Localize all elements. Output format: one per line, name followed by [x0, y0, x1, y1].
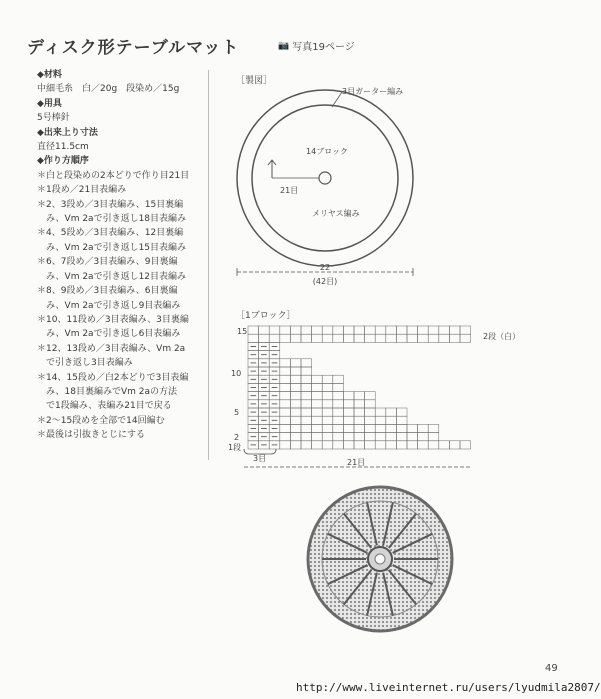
grid-cell [407, 424, 418, 432]
instructions [37, 68, 207, 443]
grid-cell [343, 400, 354, 408]
grid-cell [333, 375, 344, 383]
garter-label: 3目ガーター編み [342, 87, 404, 96]
grid-cell [439, 441, 450, 449]
grid-cell [301, 424, 312, 432]
grid-cell [386, 326, 397, 334]
grid-cell [354, 326, 365, 334]
grid-cell [322, 433, 333, 441]
grid-cell [343, 424, 354, 432]
grid-cell [396, 424, 407, 432]
grid-cell [312, 441, 323, 449]
grid-cell [343, 416, 354, 424]
grid-cell [428, 334, 439, 342]
step-line: で1段編み、表編み21目で戻る [37, 401, 172, 412]
grid-cell [354, 441, 365, 449]
grid-cell [365, 392, 376, 400]
grid-cell [418, 326, 429, 334]
width-label: 22 [319, 263, 331, 272]
grid-cell [290, 441, 301, 449]
grid-cell [333, 424, 344, 432]
grid-cell [375, 433, 386, 441]
grid-cell [354, 416, 365, 424]
grid-cell [365, 424, 376, 432]
photo-reference [278, 38, 355, 53]
grid-cell [280, 424, 291, 432]
grid-cell [322, 392, 333, 400]
grid-cell [269, 326, 280, 334]
grid-cell [386, 408, 397, 416]
tools-line: 5号棒針 [37, 113, 70, 124]
grid-cell [365, 334, 376, 342]
grid-cell [280, 326, 291, 334]
step-line: ＊6、7段め／3目表編み、9目裏編 [37, 257, 178, 268]
grid-cell [322, 424, 333, 432]
grid-cell [407, 433, 418, 441]
step-line: ＊14、15段め／白2本どりで3目表編 [37, 372, 189, 383]
size-line: 直径11.5cm [37, 142, 89, 153]
grid-cell [280, 408, 291, 416]
grid-cell [322, 400, 333, 408]
materials-heading: ◆材料 [37, 70, 62, 80]
grid-cell [386, 424, 397, 432]
grid-cell [333, 326, 344, 334]
step-line: み、Vm 2aで引き返し6目表編み [37, 329, 181, 340]
photo-reference-text: 写真19ページ [292, 42, 355, 53]
grid-cell [354, 424, 365, 432]
grid-cell [290, 400, 301, 408]
grid-cell [418, 433, 429, 441]
grid-cell [301, 359, 312, 367]
grid-cell [460, 334, 471, 342]
grid-cell [280, 334, 291, 342]
grid-cell [428, 433, 439, 441]
grid-cell [301, 433, 312, 441]
page-number: 49 [545, 663, 558, 674]
grid-cell [396, 441, 407, 449]
row-label-5: 5 [234, 408, 240, 417]
grid-cell [301, 416, 312, 424]
grid-cell [301, 408, 312, 416]
grid-cell [365, 326, 376, 334]
grid-cell [290, 367, 301, 375]
step-line: み、Vm 2aで引き返し12目表編み [37, 271, 187, 282]
grid-cell [333, 416, 344, 424]
grid-cell [375, 408, 386, 416]
grid-cell [354, 400, 365, 408]
grid-cell [396, 334, 407, 342]
grid-cell [449, 334, 460, 342]
footer-url[interactable]: http://www.liveinternet.ru/users/lyudmila2807/ [296, 681, 601, 694]
grid-cell [375, 424, 386, 432]
camera-icon: 📷 [278, 40, 290, 51]
grid-cell [375, 326, 386, 334]
grid-cell [322, 383, 333, 391]
grid-cell [428, 441, 439, 449]
grid-cell [322, 408, 333, 416]
grid-cell [290, 334, 301, 342]
grid-cell [343, 334, 354, 342]
grid-cell [290, 433, 301, 441]
grid-cell [280, 433, 291, 441]
grid-cell [333, 408, 344, 416]
grid-cell [312, 375, 323, 383]
grid-cell [343, 392, 354, 400]
grid-cell [386, 416, 397, 424]
blocks-label: 14ブロック [306, 147, 349, 156]
grid-cell [322, 334, 333, 342]
grid-cell [333, 334, 344, 342]
step-line: で引き返し3目表編み [37, 358, 133, 369]
grid-cell [333, 392, 344, 400]
grid-cell [259, 334, 270, 342]
grid-cell [312, 383, 323, 391]
grid-cell [333, 433, 344, 441]
grid-cell [396, 416, 407, 424]
grid-cell [439, 334, 450, 342]
step-line: ＊白と段染めの2本どりで作り目21目 [37, 170, 190, 181]
grid-cell [312, 416, 323, 424]
grid-cell [280, 359, 291, 367]
center-hole [319, 172, 331, 184]
grid-cell [375, 334, 386, 342]
materials-line: 中細毛糸 白／20g 段染め／15g [37, 84, 180, 95]
grid-cell [322, 416, 333, 424]
block-chart-label: ［1ブロック］ [236, 311, 296, 321]
step-line: ＊2、3段め／3目表編み、15目裏編 [37, 199, 184, 210]
grid-cell [396, 408, 407, 416]
grid-cell [449, 326, 460, 334]
grid-cell [312, 326, 323, 334]
grid-cell [396, 326, 407, 334]
step-line: ＊12、13段め／3目表編み、Vm 2a [37, 343, 186, 354]
grid-cell [333, 441, 344, 449]
grid-cell [301, 383, 312, 391]
grid-cell [333, 383, 344, 391]
grid-cell [301, 334, 312, 342]
grid-cell [301, 375, 312, 383]
grid-cell [290, 383, 301, 391]
grid-cell [333, 400, 344, 408]
step-line: ＊最後は引抜きとじにする [37, 430, 146, 441]
grid-cell [428, 424, 439, 432]
three-stitch-label: 3目 [253, 454, 267, 463]
finished-mat-photo [305, 484, 455, 634]
grid-cell [365, 441, 376, 449]
step-line: み、Vm 2aで引き返し15目表編み [37, 242, 187, 253]
grid-cell [322, 375, 333, 383]
grid-cell [280, 367, 291, 375]
grid-cell [354, 334, 365, 342]
grid-cell [428, 326, 439, 334]
grid-cell [312, 424, 323, 432]
block-grid [248, 326, 471, 449]
grid-cell [269, 334, 280, 342]
grid-cell [259, 326, 270, 334]
grid-cell [418, 334, 429, 342]
grid-cell [312, 408, 323, 416]
block-chart [225, 318, 521, 478]
grid-cell [354, 408, 365, 416]
total-label: 21目 [347, 458, 366, 467]
grid-cell [280, 375, 291, 383]
grid-cell [365, 433, 376, 441]
row-label-1: 1段 [228, 443, 242, 452]
grid-cell [280, 441, 291, 449]
grid-cell [418, 424, 429, 432]
grid-cell [365, 416, 376, 424]
grid-cell [460, 326, 471, 334]
grid-cell [290, 375, 301, 383]
grid-cell [418, 441, 429, 449]
garter-leader [332, 92, 342, 107]
grid-cell [322, 326, 333, 334]
grid-cell [280, 383, 291, 391]
grid-cell [386, 441, 397, 449]
width-stitches: (42目) [312, 277, 338, 286]
column-divider [208, 70, 209, 460]
grid-cell [343, 408, 354, 416]
grid-cell [280, 400, 291, 408]
right-row-label: 2段（白） [483, 332, 521, 341]
grid-cell [407, 334, 418, 342]
grid-cell [312, 334, 323, 342]
outer-ring [237, 90, 413, 266]
grid-cell [375, 441, 386, 449]
grid-cell [439, 326, 450, 334]
grid-cell [407, 326, 418, 334]
grid-cell [280, 416, 291, 424]
grid-cell [312, 400, 323, 408]
grid-cell [301, 441, 312, 449]
grid-cell [290, 408, 301, 416]
diagram-label: ［製図］ [236, 76, 273, 86]
grid-cell [460, 441, 471, 449]
grid-cell [386, 334, 397, 342]
step-line: ＊4、5段め／3目表編み、12目裏編 [37, 228, 184, 239]
grid-cell [301, 400, 312, 408]
grid-cell [312, 392, 323, 400]
grid-cell [290, 392, 301, 400]
size-heading: ◆出来上り寸法 [37, 127, 98, 138]
tools-heading: ◆用具 [37, 98, 62, 109]
grid-cell [343, 441, 354, 449]
step-line: み、Vm 2aで引き返し9目表編み [37, 300, 181, 311]
steps-heading: ◆作り方順序 [37, 156, 89, 167]
grid-cell [322, 441, 333, 449]
step-line: み、Vm 2aで引き返し18目表編み [37, 214, 187, 225]
row-label-2: 2 [234, 433, 240, 442]
grid-cell [290, 326, 301, 334]
grid-cell [375, 416, 386, 424]
page-title: ディスク形テーブルマット [27, 38, 240, 58]
grid-cell [365, 408, 376, 416]
grid-cell [248, 326, 259, 334]
grid-cell [343, 433, 354, 441]
step-line: ＊1段め／21目表編み [37, 185, 127, 196]
grid-cell [301, 326, 312, 334]
grid-cell [290, 359, 301, 367]
grid-cell [396, 433, 407, 441]
step-line: ＊2～15段めを全部で14回編む [37, 415, 165, 426]
grid-cell [301, 392, 312, 400]
step-line: ＊8、9段め／3目表編み、6目裏編 [37, 286, 178, 297]
row-label-10: 10 [231, 369, 242, 378]
meriyasu-label: メリヤス編み [312, 209, 360, 218]
grid-cell [301, 367, 312, 375]
grid-cell [407, 441, 418, 449]
grid-cell [280, 392, 291, 400]
step-line: み、18目裏編みでVm 2aの方法 [37, 386, 178, 397]
grid-cell [354, 433, 365, 441]
grid-cell [354, 392, 365, 400]
grid-cell [449, 441, 460, 449]
grid-cell [386, 433, 397, 441]
step-line: ＊10、11段め／3目表編み、3目裏編 [37, 314, 189, 325]
construction-diagram [230, 80, 560, 295]
row-label-15: 15 [237, 327, 248, 336]
grid-cell [290, 424, 301, 432]
grid-cell [248, 334, 259, 342]
grid-cell [312, 433, 323, 441]
grid-cell [290, 416, 301, 424]
grid-cell [343, 326, 354, 334]
stitches-label: 21目 [280, 186, 299, 195]
grid-cell [365, 400, 376, 408]
